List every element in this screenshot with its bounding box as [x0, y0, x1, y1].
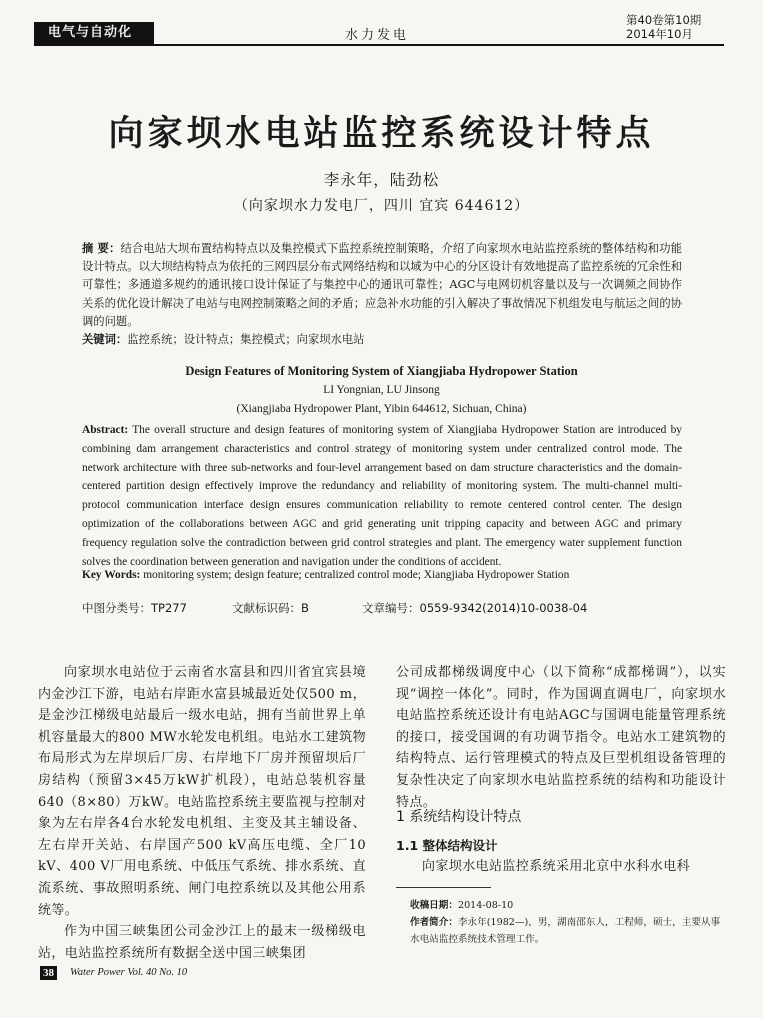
- author-bio: 作者简介：李永年(1982—)，男，湖南邵东人，工程师，硕士，主要从事水电站监控系统技术管理工作。: [410, 917, 721, 945]
- footnote-rule: [396, 887, 491, 888]
- document-code: 文献标识码：B: [232, 601, 309, 615]
- cn-abstract: [82, 240, 682, 331]
- paper-title: 向家坝水电站监控系统设计特点: [108, 114, 655, 154]
- issue-info: [626, 13, 701, 41]
- en-abstract-label: Abstract:: [82, 424, 129, 436]
- cn-keywords-label: 关键词：: [82, 333, 128, 346]
- cn-keywords: [82, 331, 682, 349]
- class-number: 中图分类号：TP277: [82, 601, 187, 615]
- body-paragraph: 向家坝水电站位于云南省水富县和四川省宜宾县境内金沙江下游，电站右岸距水富县城最近处仅500 m，是金沙江梯级电站最后一级水电站，拥有当前世界上单机容量最大的800 MW水轮发电机组。电站水工建筑物布局形式为左岸坝后厂房、右岸地下厂房并预留坝后厂房结构（预留3×45万kW扩机段），电站总装机容量640（8×80）万kW。电站监控系统主要监视与控制对象为左右岸各4台水轮发电机组、主变及其主辅设备、左右岸开关站、右岸国产500 kV高压电缆、全厂10 kV、400 V厂用电系统、中低压气系统、排水系统、直流系统、事故照明系统、闸门电控系统以及其他公用系统等。: [38, 665, 366, 918]
- article-number: 文章编号：0559-9342(2014)10-0038-04: [362, 601, 588, 615]
- cn-abstract-label: 摘 要：: [82, 242, 121, 255]
- section-badge: 电气与自动化: [34, 22, 154, 44]
- issue-date: 2014年10月: [626, 27, 693, 41]
- header-rule: [34, 44, 724, 46]
- body-paragraph: 向家坝水电站监控系统采用北京中水科水电科: [422, 859, 691, 874]
- section-heading-1-1: 1.1 整体结构设计: [396, 838, 498, 853]
- issue-volume: 第40卷第10期: [626, 13, 702, 27]
- en-abstract-text: The overall structure and design features of monitoring system of Xiangjiaba Hydropower Station are introduced by combining dam arrangement characteristics and control strategy of monitoring system under centralized control mode. The network architecture with three sub-networks and four-level arrangement based on dam structure characteristics and the domain-centered partition design effectively improve the redundancy and reliability of monitoring system. The multi-channel multi-protocol communication interface design ensures communication reliability to remote centered control center. The design optimization of the collaborations between AGC and grid generating unit tripping capacity and between AGC and primary frequency regulation solve the contradiction between grid control strategies and plant. The emergency water supplement function solves the coordination between generation and navigation under the conditions of accident.: [82, 424, 682, 568]
- affiliation: （向家坝水力发电厂，四川 宜宾 644612）: [233, 198, 530, 214]
- en-authors: LI Yongnian, LU Jinsong: [323, 384, 440, 396]
- en-keywords-text: monitoring system; design feature; centralized control mode; Xiangjiaba Hydropower Station: [143, 569, 570, 581]
- body-column-right: [396, 662, 726, 813]
- section-heading-1: 1 系统结构设计特点: [396, 809, 522, 825]
- body-column-left: [38, 662, 366, 964]
- body-paragraph: 作为中国三峡集团公司金沙江上的最末一级梯级电站，电站监控系统所有数据全送中国三峡集团: [38, 924, 366, 961]
- en-title: Design Features of Monitoring System of Xiangjiaba Hydropower Station: [185, 364, 578, 378]
- footnote: [410, 897, 726, 948]
- en-affiliation: (Xiangjiaba Hydropower Plant, Yibin 644612, Sichuan, China): [236, 403, 527, 415]
- body-paragraph: 公司成都梯级调度中心（以下简称“成都梯调”），以实现“调控一体化”。同时，作为国调直调电厂，向家坝水电站监控系统还设计有电站AGC与国调电能量管理系统的接口，接受国调的有功调节指令。电站水工建筑物的结构特点、运行管理模式的特点及巨型机组设备管理的复杂性决定了向家坝水电站监控系统的结构和功能设计特点。: [396, 665, 726, 810]
- journal-name: 水力发电: [345, 28, 410, 43]
- en-abstract: [82, 421, 682, 571]
- en-keywords-label: Key Words:: [82, 569, 141, 581]
- received-date: 收稿日期：2014-08-10: [410, 900, 514, 911]
- section-1-1-text: [396, 856, 726, 878]
- page-number: 38: [40, 966, 57, 980]
- en-keywords: [82, 569, 682, 581]
- cn-abstract-text: 结合电站大坝布置结构特点以及集控模式下监控系统控制策略，介绍了向家坝水电站监控系统的整体结构和功能设计特点。以大坝结构特点为依托的三网四层分布式网络结构和以域为中心的分区设计有效地提高了监控系统的冗余性和可靠性；多通道多规约的通讯接口设计保证了与集控中心的通讯可靠性；AGC与电网切机容量以及与一次调频之间协作关系的优化设计解决了电站与电网控制策略之间的矛盾；应急补水功能的引入解决了事故情况下机组发电与航运之间的协调的问题。: [82, 242, 682, 328]
- authors: 李永年，陆劲松: [323, 171, 440, 189]
- cn-keywords-text: 监控系统；设计特点；集控模式；向家坝水电站: [127, 333, 365, 346]
- footer-journal: Water Power Vol. 40 No. 10: [70, 967, 188, 978]
